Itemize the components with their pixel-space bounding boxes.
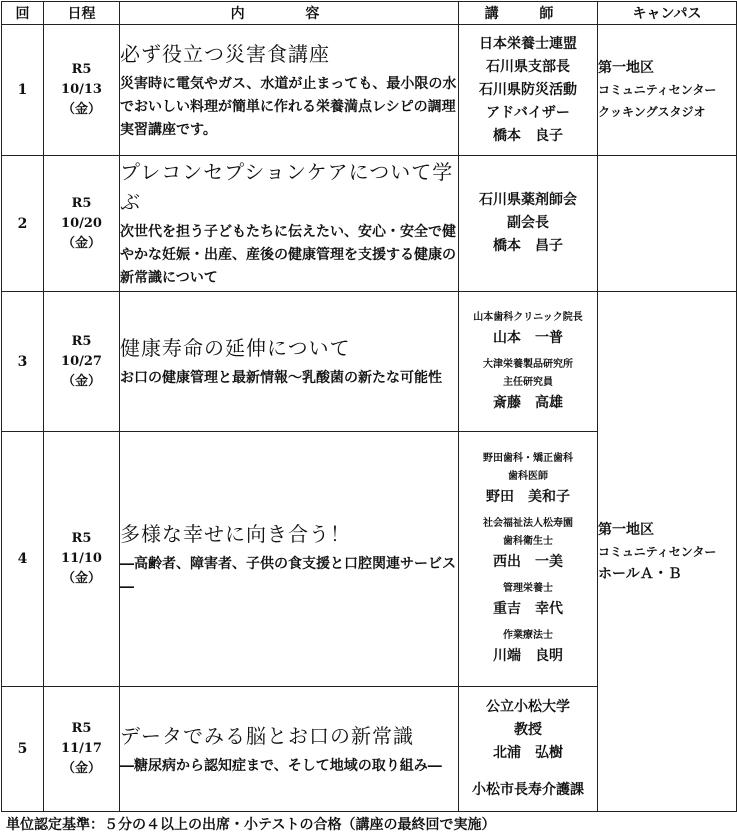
lecturer-block	[459, 309, 597, 350]
date-weekday: （金）	[61, 761, 101, 776]
date-era: R5	[71, 531, 92, 546]
session-lecturer	[459, 156, 598, 292]
date-era: R5	[71, 721, 92, 736]
table-row	[2, 25, 737, 156]
lecturer-block	[459, 779, 597, 802]
lecturer-block	[459, 696, 597, 765]
header-lecturer: 講 師	[459, 2, 598, 25]
session-lecturer	[459, 687, 598, 812]
lecturer-role: 歯科医師	[508, 471, 548, 482]
lecturer-role: 管理栄養士	[503, 583, 553, 594]
lecturer-affiliation: 小松市長寿介護課	[472, 782, 584, 798]
session-description: お口の健康管理と最新情報～乳酸菌の新たな可能性	[120, 370, 442, 386]
header-content: 内 容	[120, 2, 459, 25]
lecturer-affiliation: 山本歯科クリニック院長	[473, 311, 583, 323]
session-title: 必ず役立つ災害食講座	[120, 41, 330, 66]
lecturer-block	[459, 356, 597, 415]
header-row	[2, 2, 737, 25]
lecturer-affiliation: 石川県支部長	[486, 58, 570, 75]
campus-hall: ホールＡ・Ｂ	[598, 565, 682, 582]
date-weekday: （金）	[61, 235, 101, 251]
campus-cell	[598, 156, 737, 292]
lecturer-name: 斎藤 高雄	[493, 394, 563, 411]
session-title: データでみる脳とお口の新常識	[120, 723, 414, 748]
schedule-table	[1, 1, 737, 812]
header-no: 回	[2, 2, 44, 25]
session-number: 2	[2, 156, 44, 292]
session-content	[120, 687, 459, 812]
session-number: 4	[2, 432, 44, 687]
header-campus: キャンパス	[598, 2, 737, 25]
session-title: プレコンセプションケアについて学ぶ	[120, 160, 454, 214]
session-number: 3	[2, 292, 44, 432]
lecturer-affiliation: 日本栄養士連盟	[479, 35, 577, 52]
session-content	[120, 432, 459, 687]
session-lecturer	[459, 432, 598, 687]
date-weekday: （金）	[61, 571, 101, 586]
header-date: 日程	[44, 2, 120, 25]
lecturer-affiliation: 石川県防災活動	[479, 81, 577, 98]
lecturer-role: 歯科衛生士	[503, 536, 553, 547]
session-title: 健康寿命の延伸について	[120, 336, 351, 360]
lecturer-affiliation: 大津栄養製品研究所	[483, 358, 573, 370]
session-date	[44, 292, 120, 432]
session-description: 次世代を担う子どもたちに伝えたい、安心・安全で健やかな妊娠・出産、産後の健康管理を支援する健康の新常識について	[120, 224, 456, 286]
session-number: 5	[2, 687, 44, 812]
lecturer-role: 作業療法士	[503, 630, 553, 641]
session-number: 1	[2, 25, 44, 156]
table-row	[2, 156, 737, 292]
lecturer-affiliation: 野田歯科・矯正歯科	[483, 453, 573, 464]
date-day: 11/10	[61, 551, 102, 566]
session-lecturer	[459, 25, 598, 156]
date-weekday: （金）	[61, 102, 101, 117]
lecturer-block	[459, 580, 597, 621]
lecturer-name: 西出 一美	[493, 554, 563, 570]
session-content	[120, 292, 459, 432]
session-date	[44, 687, 120, 812]
lecturer-block	[459, 515, 597, 574]
lecturer-name: 川端 良明	[493, 648, 563, 664]
date-era: R5	[71, 195, 92, 211]
lecturer-name: 北浦 弘樹	[493, 745, 563, 761]
session-content	[120, 25, 459, 156]
campus-main: 第一地区	[598, 60, 654, 76]
lecturer-block	[459, 450, 597, 509]
campus-cell	[598, 25, 737, 156]
credit-criteria-note: 単位認定基準：５分の４以上の出席・小テストの合格（講座の最終回で実施）	[6, 817, 496, 833]
table-row	[2, 292, 737, 432]
lecturer-name: 野田 美和子	[486, 489, 570, 505]
date-day: 11/17	[61, 741, 102, 756]
lecturer-name: 山本 一普	[493, 329, 563, 346]
date-era: R5	[71, 62, 92, 77]
campus-sub: コミュニティセンター	[598, 83, 717, 97]
lecturer-name: 橋本 昌子	[493, 238, 563, 254]
campus-sub: コミュニティセンター	[598, 544, 717, 559]
session-description: ―糖尿病から認知症まで、そして地域の取り組み―	[120, 757, 442, 774]
lecturer-affiliation: 社会福祉法人松寿園	[483, 518, 573, 529]
lecturer-affiliation: アドバイザー	[486, 104, 570, 121]
session-lecturer	[459, 292, 598, 432]
date-weekday: （金）	[61, 373, 101, 389]
session-date	[44, 156, 120, 292]
lecturer-role: 主任研究員	[503, 376, 553, 388]
session-date	[44, 25, 120, 156]
session-description: 災害時に電気やガス、水道が止まっても、最小限の水でおいしい料理が簡単に作れる栄養満点レシピの調理実習講座です。	[120, 75, 457, 138]
lecturer-name: 重吉 幸代	[493, 601, 563, 617]
campus-sub: クッキングスタジオ	[598, 105, 706, 119]
session-title: 多様な幸せに向き合う！	[120, 522, 351, 546]
session-date	[44, 432, 120, 687]
lecturer-name: 橋本 良子	[493, 127, 563, 144]
date-era: R5	[71, 333, 92, 349]
date-day: 10/27	[61, 353, 102, 369]
session-description: ―高齢者、障害者、子供の食支援と口腔関連サービス―	[120, 556, 456, 595]
campus-main: 第一地区	[598, 521, 654, 538]
session-content	[120, 156, 459, 292]
lecturer-affiliation: 副会長	[507, 215, 549, 231]
campus-cell	[598, 292, 737, 812]
date-day: 10/13	[61, 82, 102, 97]
lecturer-role: 教授	[514, 722, 542, 738]
lecturer-affiliation: 公立小松大学	[486, 699, 570, 715]
date-day: 10/20	[61, 215, 102, 231]
lecturer-affiliation: 石川県薬剤師会	[479, 192, 577, 208]
lecturer-block	[459, 627, 597, 668]
